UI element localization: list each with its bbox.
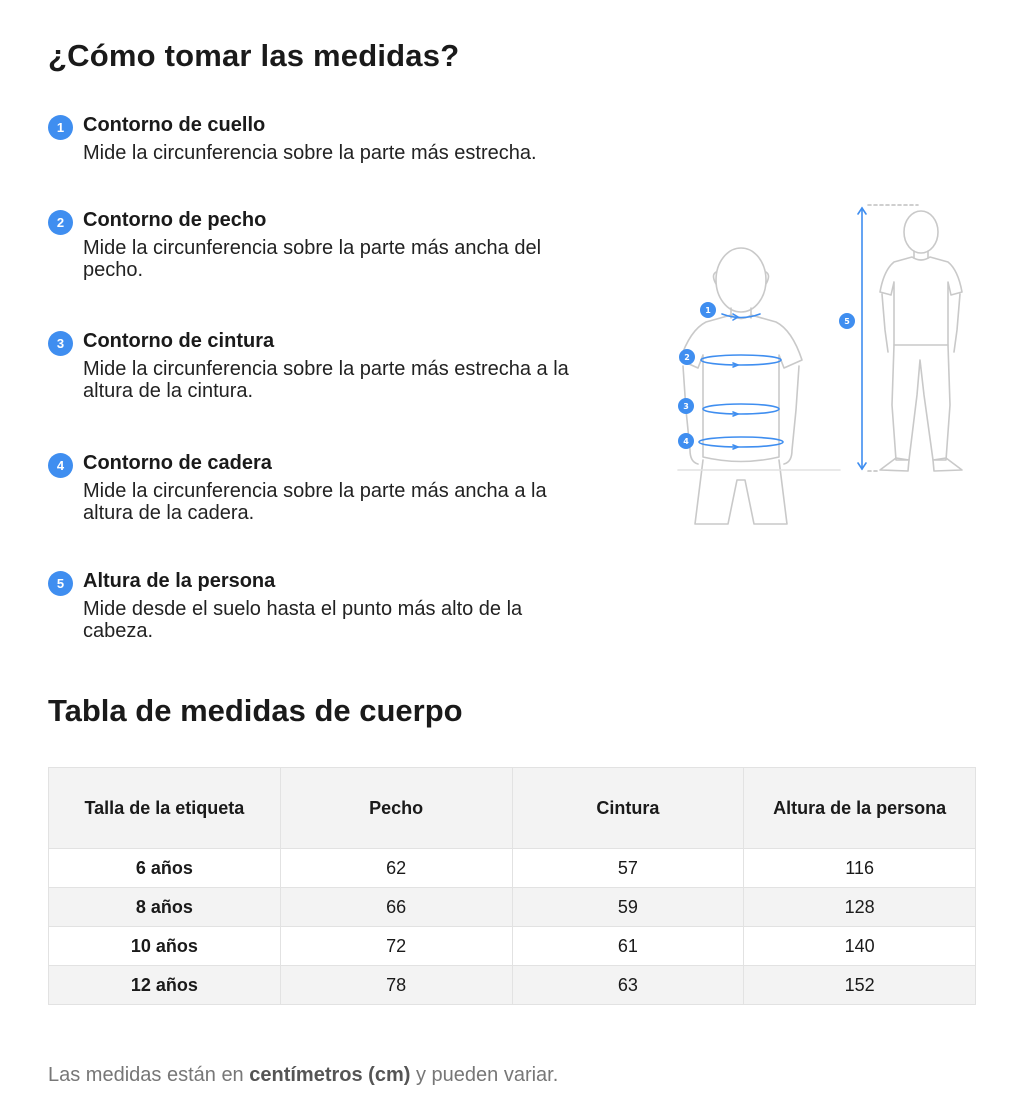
header-size-label: Talla de la etiqueta — [49, 768, 281, 849]
svg-text:3: 3 — [683, 402, 689, 411]
header-waist: Cintura — [512, 768, 744, 849]
svg-text:5: 5 — [844, 317, 850, 326]
footnote-text-end: y pueden variar. — [410, 1064, 559, 1086]
child-ears — [714, 272, 769, 284]
step-description: Mide la circunferencia sobre la parte más estrecha. — [83, 142, 537, 164]
table-row — [49, 966, 976, 1005]
step-title: Contorno de cintura — [83, 330, 275, 352]
step-title: Contorno de cadera — [83, 452, 272, 474]
marker-badge-2 — [679, 349, 695, 365]
step-number-badge: 4 — [48, 453, 73, 478]
adult-tshirt — [880, 257, 962, 345]
marker-badge-4 — [678, 433, 694, 449]
cell-height: 152 — [744, 966, 976, 1005]
step-number-badge: 1 — [48, 115, 73, 140]
units-footnote — [48, 1064, 558, 1087]
hip-measure-line — [699, 437, 783, 447]
cell-height: 140 — [744, 927, 976, 966]
cell-height: 116 — [744, 849, 976, 888]
table-row — [49, 888, 976, 927]
child-arms — [683, 366, 799, 464]
cell-chest: 62 — [280, 849, 512, 888]
svg-text:4: 4 — [683, 437, 689, 446]
step-title: Contorno de cuello — [83, 114, 266, 136]
table-title: Tabla de medidas de cuerpo — [48, 693, 463, 728]
waist-measure-line — [703, 404, 779, 414]
table-header-row — [49, 768, 976, 849]
svg-text:2: 2 — [684, 353, 690, 362]
chest-measure-line — [701, 355, 781, 365]
cell-size: 12 años — [49, 966, 281, 1005]
neck-measure-line — [722, 314, 760, 318]
cell-chest: 78 — [280, 966, 512, 1005]
height-guides — [868, 205, 918, 471]
adult-shoes — [880, 458, 962, 471]
marker-badge-5 — [839, 313, 855, 329]
cell-waist: 63 — [512, 966, 744, 1005]
cell-chest: 66 — [280, 888, 512, 927]
cell-height: 128 — [744, 888, 976, 927]
page-title: ¿Cómo tomar las medidas? — [48, 38, 460, 73]
table-row — [49, 927, 976, 966]
measurement-illustration — [670, 196, 980, 536]
cell-waist: 59 — [512, 888, 744, 927]
table-row — [49, 849, 976, 888]
adult-head — [904, 211, 938, 253]
cell-waist: 57 — [512, 849, 744, 888]
cell-size: 8 años — [49, 888, 281, 927]
child-head — [716, 248, 766, 312]
step-title: Contorno de pecho — [83, 209, 267, 231]
step-description: Mide desde el suelo hasta el punto más alto de la cabeza. — [83, 598, 523, 642]
size-table — [48, 767, 976, 1005]
marker-badge-3 — [678, 398, 694, 414]
step-description: Mide la circunferencia sobre la parte más ancha del pecho. — [83, 237, 542, 281]
marker-badge-1 — [700, 302, 716, 318]
cell-chest: 72 — [280, 927, 512, 966]
step-number-badge: 2 — [48, 210, 73, 235]
footnote-text: Las medidas están en — [48, 1064, 250, 1086]
child-tshirt — [680, 315, 802, 462]
step-description: Mide la circunferencia sobre la parte más ancha a la altura de la cadera. — [83, 480, 547, 524]
cell-size: 6 años — [49, 849, 281, 888]
step-description: Mide la circunferencia sobre la parte más estrecha a la altura de la cintura. — [83, 358, 569, 402]
header-chest: Pecho — [280, 768, 512, 849]
cell-waist: 61 — [512, 927, 744, 966]
step-number-badge: 5 — [48, 571, 73, 596]
adult-legs — [892, 345, 950, 460]
cell-size: 10 años — [49, 927, 281, 966]
footnote-units: centímetros (cm) — [249, 1064, 411, 1086]
svg-text:1: 1 — [705, 306, 711, 315]
header-height: Altura de la persona — [744, 768, 976, 849]
step-title: Altura de la persona — [83, 570, 276, 592]
step-number-badge: 3 — [48, 331, 73, 356]
